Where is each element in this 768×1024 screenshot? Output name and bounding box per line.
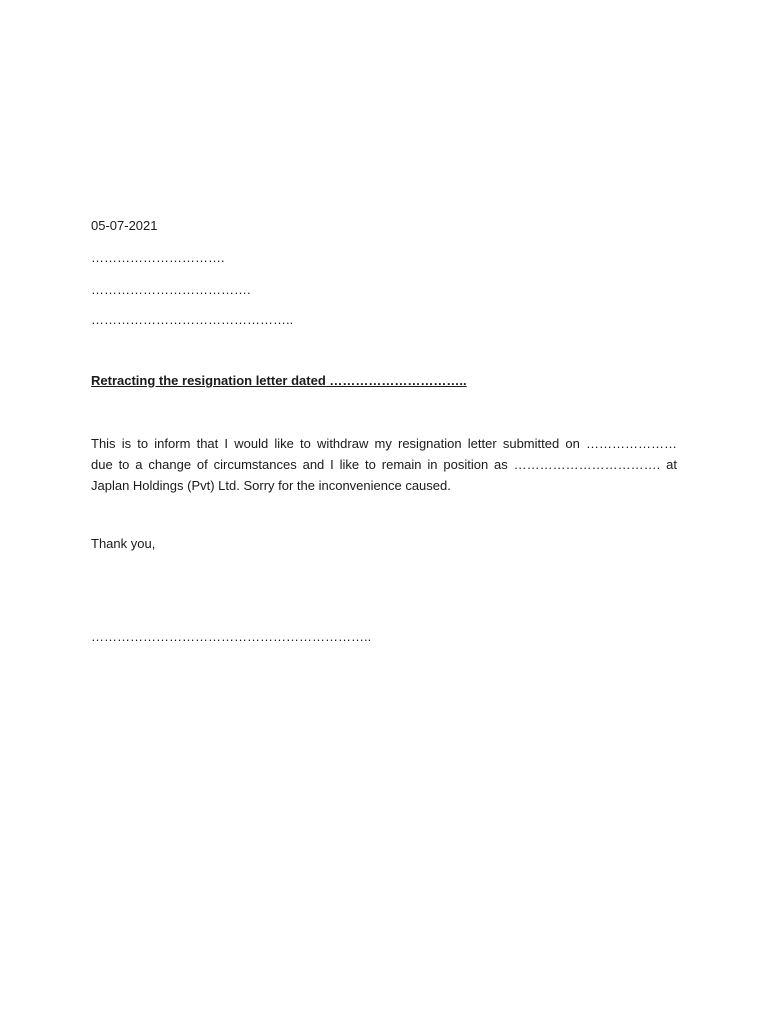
letter-date: 05-07-2021	[91, 218, 158, 233]
body-line-2: due to a change of circumstances and I like to remain in position as ……………………………. at	[91, 457, 677, 472]
address-line-1: ………………………….	[91, 250, 225, 265]
letter-subject: Retracting the resignation letter dated …………………………..	[91, 373, 467, 388]
address-line-2: ……………………………….	[91, 282, 251, 297]
letter-body	[91, 433, 677, 496]
signature-line: ………………………………………………………..	[91, 629, 372, 644]
body-line-3: Japlan Holdings (Pvt) Ltd. Sorry for the inconvenience caused.	[91, 478, 451, 493]
body-line-1: This is to inform that I would like to withdraw my resignation letter submitted on …………………	[91, 436, 677, 451]
letter-closing: Thank you,	[91, 536, 156, 551]
address-line-3: ………………………………………..	[91, 312, 294, 327]
